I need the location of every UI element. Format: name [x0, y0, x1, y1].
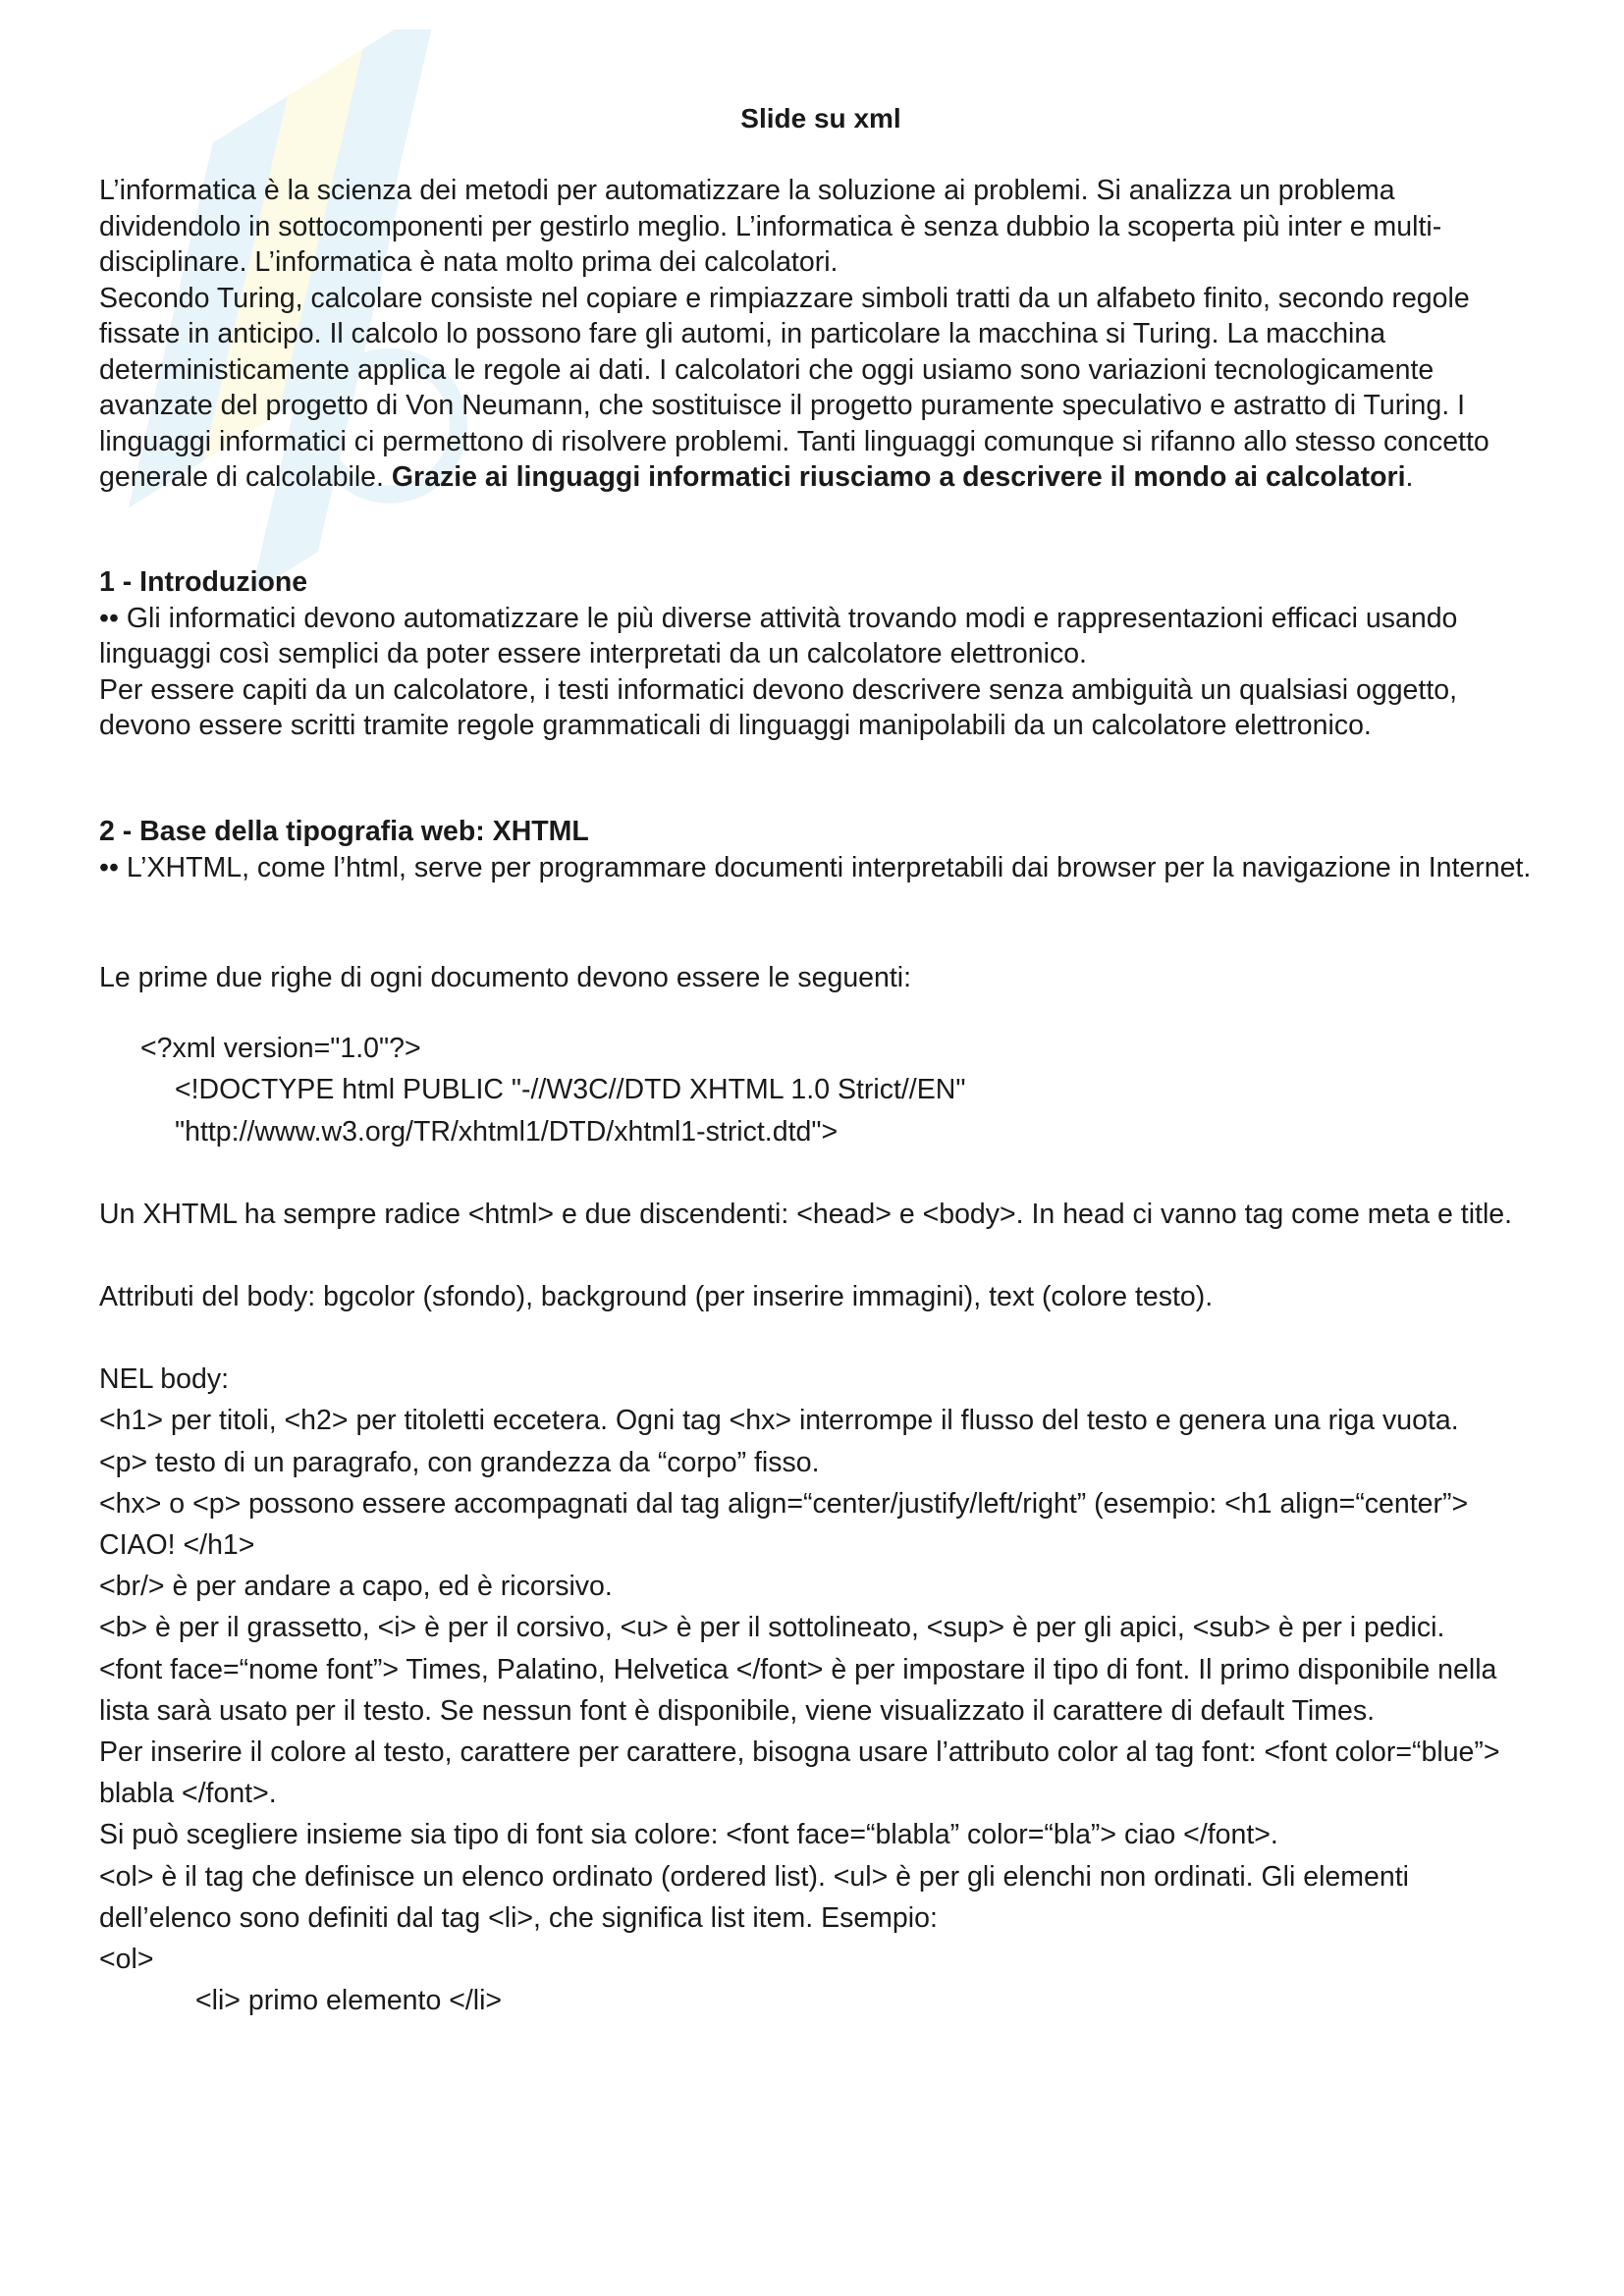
body-line-1: <h1> per titoli, <h2> per titoletti eccetera. Ogni tag <hx> interrompe il flusso del testo e genera una riga vuota. [99, 1405, 1459, 1437]
section-2-heading: 2 - Base della tipografia web: XHTML [99, 816, 589, 847]
intro-period: . [1405, 461, 1414, 493]
body-line-6: <font face=“nome font”> Times, Palatino, Helvetica </font> è per impostare il tipo di font. Il primo disponibile nella lista sarà usato per il testo. Se nessun font è disponibile, viene visualizzato il carattere di default Times. [99, 1653, 1497, 1727]
code-line-1: <?xml version="1.0"?> [140, 1033, 421, 1065]
section-2-paragraph-2: Le prime due righe di ogni documento devono essere le seguenti: [99, 962, 912, 993]
body-line-8: Si può scegliere insieme sia tipo di font sia colore: <font face=“blabla” color=“bla”> ciao </font>. [99, 1819, 1278, 1851]
section-2-paragraph-4: Attributi del body: bgcolor (sfondo), background (per inserire immagini), text (colore testo). [99, 1281, 1214, 1313]
body-line-5: <b> è per il grassetto, <i> è per il corsivo, <u> è per il sottolineato, <sup> è per gli apici, <sub> è per i pedici. [99, 1612, 1445, 1644]
intro-bold-statement: Grazie ai linguaggi informatici riusciamo a descrivere il mondo ai calcolatori [391, 461, 1406, 493]
section-1-heading: 1 - Introduzione [99, 566, 308, 598]
code-ol-open: <ol> [99, 1944, 154, 1976]
body-line-9: <ol> è il tag che definisce un elenco ordinato (ordered list). <ul> è per gli elenchi non ordinati. Gli elementi dell’elenco sono definiti dal tag <li>, che significa list item. Esempio: [99, 1860, 1409, 1934]
code-li-example: <li> primo elemento </li> [195, 1985, 503, 2017]
section-1 [99, 564, 1543, 744]
section-2-header [99, 814, 1543, 885]
intro-section [99, 173, 1543, 496]
body-line-3: <hx> o <p> possono essere accompagnati dal tag align=“center/justify/left/right” (esempio: <h1 align=“center”> CIAO! </h1> [99, 1487, 1469, 1562]
body-line-4: <br/> è per andare a capo, ed è ricorsivo. [99, 1571, 613, 1603]
body-line-2: <p> testo di un paragrafo, con grandezza da “corpo” fisso. [99, 1446, 820, 1478]
intro-paragraph-2-text: Secondo Turing, calcolare consiste nel copiare e rimpiazzare simboli tratti da un alfabeto finito, secondo regole fissate in anticipo. Il calcolo lo possono fare gli automi, in particolare la macchina si Turing. La macchina deterministicamente applica le regole ai dati. I calcolatori che oggi usiamo sono variazioni tecnologicamente avanzate del progetto di Von Neumann, che sostituisce il progetto puramente speculativo e astratto di Turing. I linguaggi informatici ci permettono di risolvere problemi. Tanti linguaggi comunque si rifanno allo stesso concetto generale di calcolabile. [99, 282, 1489, 493]
section-1-paragraph-2: Per essere capiti da un calcolatore, i testi informatici devono descrivere senza ambiguità un qualsiasi oggetto, devono essere scritti tramite regole grammaticali di linguaggi manipolabili da un calcolatore elettronico. [99, 673, 1458, 741]
section-2-body [99, 957, 1543, 2021]
body-line-7: Per inserire il colore al testo, carattere per carattere, bisogna usare l’attributo color al tag font: <font color=“blue”> blabla </font>. [99, 1736, 1500, 1810]
section-1-paragraph-1: •• Gli informatici devono automatizzare le più diverse attività trovando modi e rappresentazioni efficaci usando linguaggi così semplici da poter essere interpretati da un calcolatore elettronico. [99, 602, 1458, 669]
code-line-2: <!DOCTYPE html PUBLIC "-//W3C//DTD XHTML 1.0 Strict//EN" [175, 1074, 966, 1106]
code-line-3: "http://www.w3.org/TR/xhtml1/DTD/xhtml1-strict.dtd"> [175, 1115, 839, 1148]
section-2-paragraph-3: Un XHTML ha sempre radice <html> e due discendenti: <head> e <body>. In head ci vanno tag come meta e title. [99, 1198, 1513, 1230]
body-label: NEL body: [99, 1363, 230, 1396]
intro-paragraph-1: L’informatica è la scienza dei metodi per automatizzare la soluzione ai problemi. Si analizza un problema dividendolo in sottocomponenti per gestirlo meglio. L’informatica è senza dubbio la scoperta più inter e multi-disciplinare. L’informatica è nata molto prima dei calcolatori. [99, 175, 1442, 278]
document-title: Slide su xml [740, 103, 901, 133]
intro-paragraph-2 [99, 281, 1543, 496]
section-2-paragraph-1: •• L’XHTML, come l’html, serve per programmare documenti interpretabili dai browser per la navigazione in Internet. [99, 851, 1532, 883]
